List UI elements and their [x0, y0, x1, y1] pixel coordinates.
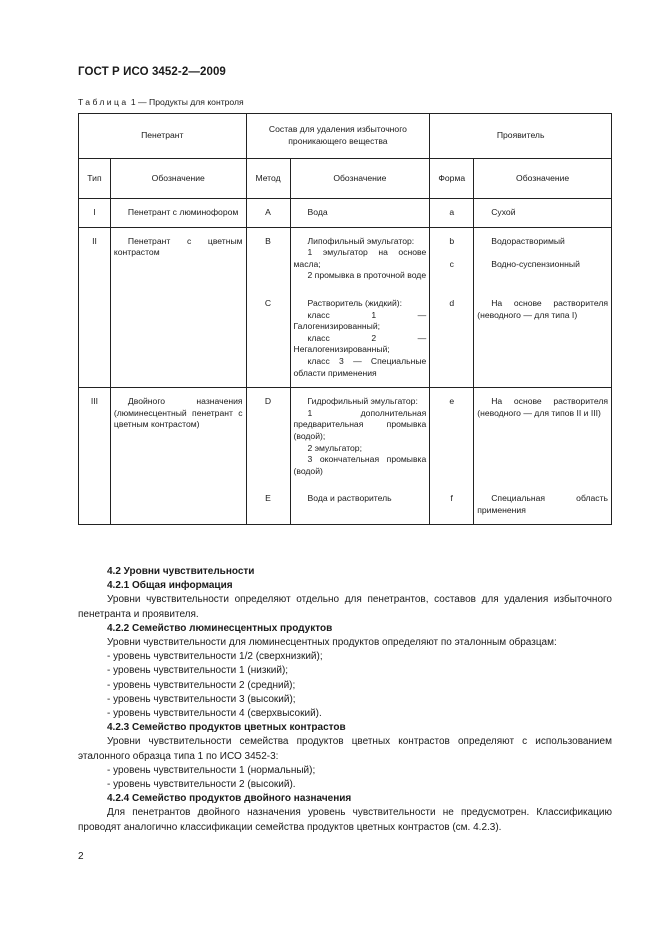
list-item: - уровень чувствительности 1 (низкий);: [107, 665, 289, 677]
cell-form: a: [430, 199, 474, 228]
paragraph: Уровни чувствительности определяют отдельно для пенетрантов, составов для удаления избыточного пенетранта и проявителя.: [78, 594, 612, 620]
cell-form: d: [430, 290, 474, 388]
cell-method: C: [246, 290, 290, 388]
subheader-form: Форма: [430, 159, 474, 199]
subsection-heading: 4.2.3 Семейство продуктов цветных контрастов: [107, 722, 346, 734]
cell-developer: Специальная область применения: [474, 485, 612, 525]
cell-developer: Сухой: [474, 199, 612, 228]
header-remover: Состав для удаления избыточного проникающего вещества: [246, 114, 430, 159]
cell-penetrant: [110, 485, 246, 525]
cell-type: [79, 290, 111, 388]
cell-form: f: [430, 485, 474, 525]
table-caption-title: 1 — Продукты для контроля: [130, 97, 244, 107]
remover-line: класс 1 — Галогенизированный;: [293, 309, 427, 332]
cell-method: E: [246, 485, 290, 525]
cell-type: II: [79, 227, 111, 290]
table-row: [79, 290, 612, 388]
table-row: [79, 199, 612, 228]
cell-developer: На основе растворителя (неводного — для типа I): [474, 290, 612, 388]
list-item: - уровень чувствительности 1/2 (сверхнизкий);: [107, 651, 323, 663]
cell-penetrant: Двойного назначения (люминесцентный пенетрант с цветным контрастом): [110, 388, 246, 486]
cell-method: A: [246, 199, 290, 228]
cell-type: [79, 485, 111, 525]
paragraph: Уровни чувствительности семейства продуктов цветных контрастов определяют с использованием эталонного образца типа 1 по ИСО 3452-3:: [78, 736, 612, 762]
cell-remover: [290, 290, 430, 388]
list-item: - уровень чувствительности 4 (сверхвысокий).: [107, 708, 322, 720]
cell-developer: На основе растворителя (неводного — для типов II и III): [474, 388, 612, 486]
developer-line: Водорастворимый: [491, 235, 565, 246]
subsection-heading: 4.2.4 Семейство продуктов двойного назначения: [107, 793, 352, 805]
cell-form: [430, 227, 474, 290]
table-row: [79, 485, 612, 525]
document-header: ГОСТ Р ИСО 3452-2—2009: [78, 66, 226, 78]
header-developer: Проявитель: [430, 114, 612, 159]
remover-line: Гидрофильный эмульгатор:: [307, 396, 418, 407]
cell-remover: Вода: [290, 199, 430, 228]
body-text: [78, 565, 612, 835]
cell-developer: [474, 227, 612, 290]
remover-line: 3 окончательная промывка (водой): [293, 454, 427, 476]
paragraph: Уровни чувствительности для люминесцентных продуктов определяют по эталонным образцам:: [107, 637, 557, 649]
products-table: [78, 113, 612, 525]
developer-line: Водно-суспензионный: [491, 259, 580, 270]
list-item: - уровень чувствительности 2 (высокий).: [107, 779, 296, 791]
cell-penetrant: [110, 290, 246, 388]
form-value: c: [449, 259, 454, 270]
table-subheader-row: [79, 159, 612, 199]
subheader-designation-remover: Обозначение: [290, 159, 430, 199]
table-caption: [78, 97, 244, 107]
cell-method: D: [246, 388, 290, 486]
list-item: - уровень чувствительности 1 (нормальный);: [107, 764, 316, 776]
list-item: - уровень чувствительности 3 (высокий);: [107, 693, 296, 705]
cell-form: e: [430, 388, 474, 486]
cell-remover: [290, 388, 430, 486]
subheader-method: Метод: [246, 159, 290, 199]
remover-line: Растворитель (жидкий):: [307, 297, 403, 308]
header-penetrant: Пенетрант: [79, 114, 247, 159]
remover-line: Липофильный эмульгатор:: [307, 235, 415, 246]
table-caption-label: Таблица: [78, 97, 129, 107]
cell-type: I: [79, 199, 111, 228]
subsection-heading: 4.2.1 Общая информация: [107, 580, 233, 592]
remover-line: 2 промывка в проточной воде: [307, 270, 427, 281]
cell-remover: [290, 227, 430, 290]
form-value: b: [449, 235, 455, 246]
subheader-type: Тип: [79, 159, 111, 199]
cell-penetrant: Пенетрант с люминофором: [110, 199, 246, 228]
remover-line: класс 3 — Специальные области применения: [293, 355, 427, 378]
remover-line: 2 эмульгатор;: [307, 442, 362, 453]
remover-line: 1 эмульгатор на основе масла;: [293, 247, 427, 269]
cell-method: B: [246, 227, 290, 290]
cell-type: III: [79, 388, 111, 486]
page-number: 2: [78, 851, 84, 862]
subsection-heading: 4.2.2 Семейство люминесцентных продуктов: [107, 622, 333, 634]
remover-line: 1 дополнительная предварительная промывка (водой);: [293, 407, 427, 441]
cell-remover: Вода и растворитель: [290, 485, 430, 525]
subheader-designation-penetrant: Обозначение: [110, 159, 246, 199]
cell-penetrant: Пенетрант с цветным контрастом: [110, 227, 246, 290]
table-header-row: [79, 114, 612, 159]
subheader-designation-developer: Обозначение: [474, 159, 612, 199]
table-row: [79, 227, 612, 290]
paragraph: Для пенетрантов двойного назначения уровень чувствительности не предусмотрен. Классификацию проводят аналогично классификации семейства продуктов цветных контрастов (см. 4.2.3).: [78, 807, 612, 833]
list-item: - уровень чувствительности 2 (средний);: [107, 679, 296, 691]
remover-line: класс 2 — Негалогенизированный;: [293, 332, 427, 355]
section-heading: 4.2 Уровни чувствительности: [107, 566, 255, 577]
table-row: [79, 388, 612, 486]
